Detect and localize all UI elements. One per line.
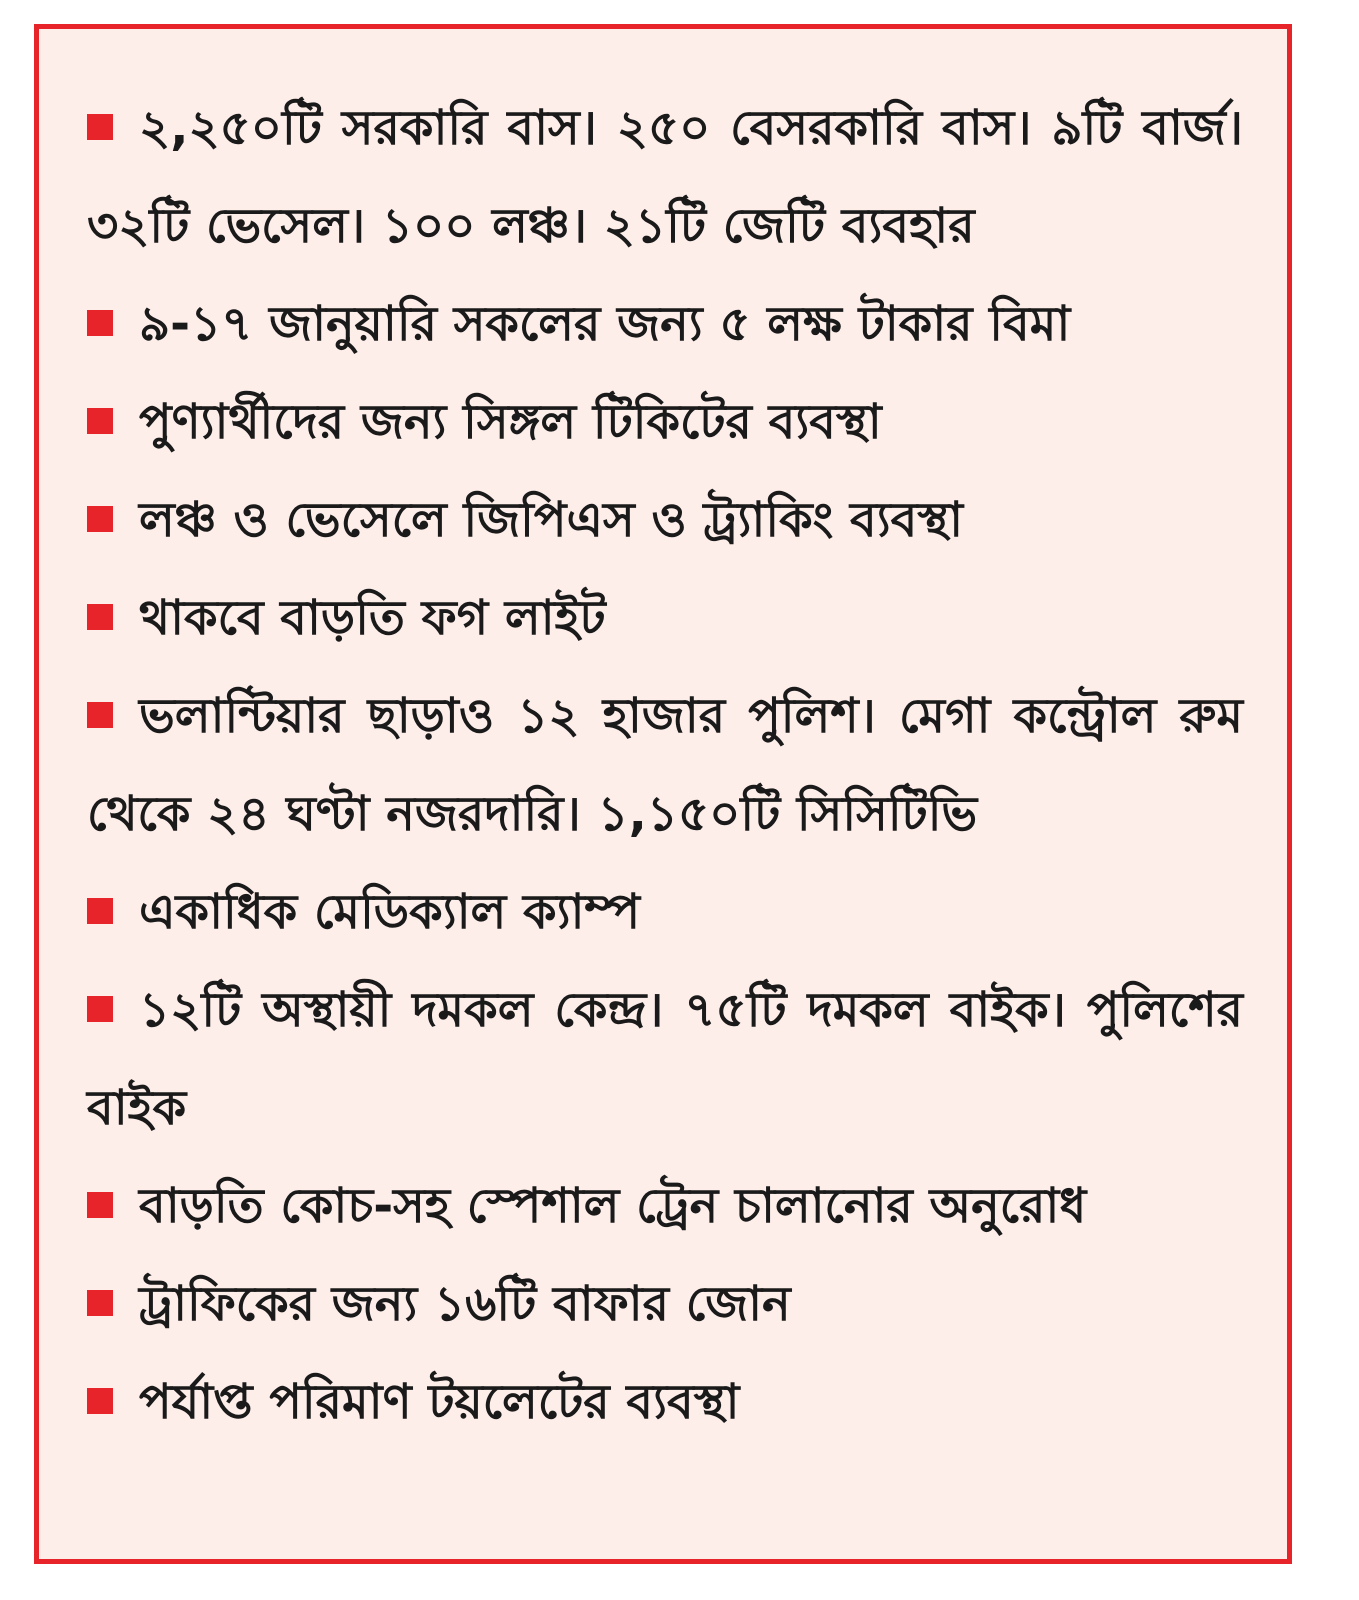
list-item — [87, 373, 1243, 471]
red-square-bullet-icon — [87, 1290, 113, 1316]
list-item-text: ট্রাফিকের জন্য ১৬টি বাফার জোন — [139, 1276, 791, 1332]
list-item — [87, 863, 1243, 961]
list-item — [87, 471, 1243, 569]
list-item — [87, 667, 1243, 863]
list-item-text: একাধিক মেডিক্যাল ক্যাম্প — [139, 884, 641, 940]
red-square-bullet-icon — [87, 1388, 113, 1414]
list-item — [87, 1353, 1243, 1451]
red-square-bullet-icon — [87, 702, 113, 728]
list-item-text: ১২টি অস্থায়ী দমকল কেন্দ্র। ৭৫টি দমকল বাইক। পুলিশের বাইক — [87, 982, 1243, 1136]
red-square-bullet-icon — [87, 898, 113, 924]
red-square-bullet-icon — [87, 408, 113, 434]
list-item — [87, 1157, 1243, 1255]
list-item-text: বাড়তি কোচ-সহ স্পেশাল ট্রেন চালানোর অনুরোধ — [139, 1178, 1087, 1234]
list-item-text: পর্যাপ্ত পরিমাণ টয়লেটের ব্যবস্থা — [139, 1374, 740, 1430]
red-square-bullet-icon — [87, 996, 113, 1022]
list-item-text: ৯-১৭ জানুয়ারি সকলের জন্য ৫ লক্ষ টাকার বিমা — [139, 296, 1071, 352]
list-item-text: পুণ্যার্থীদের জন্য সিঙ্গল টিকিটের ব্যবস্থা — [139, 394, 882, 450]
list-item — [87, 79, 1243, 275]
red-square-bullet-icon — [87, 506, 113, 532]
list-item-text: থাকবে বাড়তি ফগ লাইট — [139, 590, 606, 646]
list-item — [87, 569, 1243, 667]
red-square-bullet-icon — [87, 604, 113, 630]
list-item — [87, 1255, 1243, 1353]
red-square-bullet-icon — [87, 114, 113, 140]
list-item-text: ২,২৫০টি সরকারি বাস। ২৫০ বেসরকারি বাস। ৯টি বার্জ। ৩২টি ভেসেল। ১০০ লঞ্চ। ২১টি জেটি ব্যবহার — [87, 100, 1243, 254]
list-item — [87, 275, 1243, 373]
red-square-bullet-icon — [87, 1192, 113, 1218]
list-item-text: ভলান্টিয়ার ছাড়াও ১২ হাজার পুলিশ। মেগা কন্ট্রোল রুম থেকে ২৪ ঘণ্টা নজরদারি। ১,১৫০টি সিসিটিভি — [87, 688, 1243, 842]
info-box — [34, 24, 1292, 1564]
bullet-list — [87, 79, 1243, 1451]
list-item-text: লঞ্চ ও ভেসেলে জিপিএস ও ট্র্যাকিং ব্যবস্থা — [139, 492, 964, 548]
red-square-bullet-icon — [87, 310, 113, 336]
list-item — [87, 961, 1243, 1157]
